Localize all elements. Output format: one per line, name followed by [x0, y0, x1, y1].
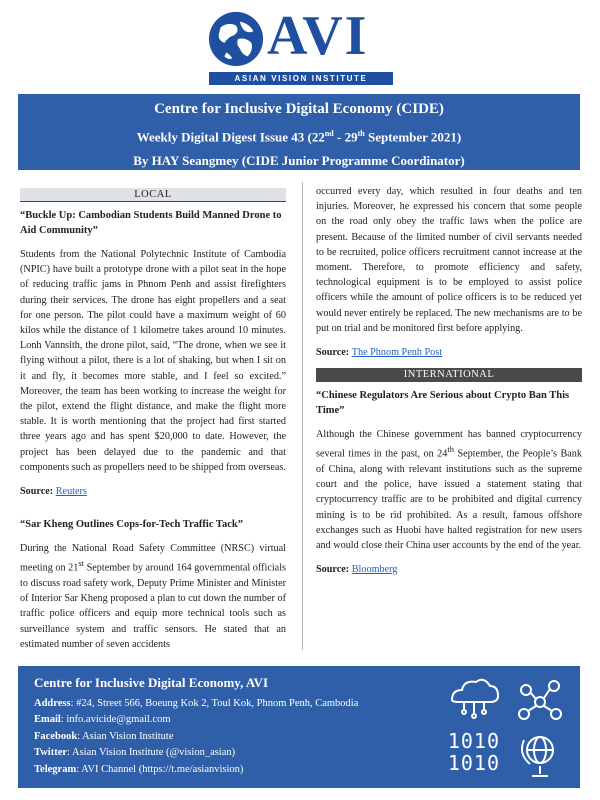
globe-icon	[207, 10, 265, 68]
title-banner	[18, 94, 580, 170]
left-column	[20, 188, 286, 652]
footer-twitter: Twitter: Asian Vision Institute (@vision_asian)	[34, 747, 236, 759]
footer-address: Address: #24, Street 566, Boeung Kok 2, Toul Kok, Phnom Penh, Cambodia	[34, 698, 359, 709]
article-body: Although the Chinese government has banned cryptocurrency several times in the past, on 24th September, the People’s Bank of China, along with relevant institutions such as the supreme court and the police, have issued a statement stating that cryptocurrency traffic are to be prohibited and digital currency mining is to be rid prohibited. As a result, famous offshore exchanges such as Huobi have halted registration for new users and would close their China user accounts by the end of the year.	[316, 429, 582, 552]
avi-logo	[205, 5, 395, 86]
article-headline: “Chinese Regulators Are Serious about Crypto Ban This Time”	[316, 390, 570, 417]
section-local-header: LOCAL	[20, 188, 286, 202]
source-link-phnom-penh-post[interactable]: The Phnom Penh Post	[351, 347, 443, 359]
banner-issue: Weekly Digital Digest Issue 43 (22nd - 29th September 2021)	[136, 129, 462, 145]
footer-facebook: Facebook: Asian Vision Institute	[34, 730, 174, 742]
article-source: Source: The Phnom Penh Post	[316, 347, 443, 359]
section-international-header: INTERNATIONAL	[316, 368, 582, 382]
column-divider	[302, 182, 303, 650]
logo-tagline: ASIAN VISION INSTITUTE	[209, 72, 393, 85]
banner-author: By HAY Seangmey (CIDE Junior Programme Coordinator)	[133, 153, 465, 169]
article-headline: “Sar Kheng Outlines Cops-for-Tech Traffic Tack”	[20, 519, 243, 531]
footer-title: Centre for Inclusive Digital Economy, AVI	[34, 675, 269, 690]
globe-stand-icon	[522, 737, 553, 776]
network-icon	[519, 681, 561, 719]
banner-title: Centre for Inclusive Digital Economy (CIDE)	[154, 101, 444, 117]
binary-icon: 1010 1010	[447, 729, 500, 775]
footer-telegram: Telegram: AVI Channel (https://t.me/asianvision)	[34, 763, 244, 775]
footer-contact	[34, 696, 358, 778]
footer	[18, 666, 580, 788]
article-source: Source: Bloomberg	[316, 564, 398, 576]
source-link-reuters[interactable]: Reuters	[55, 486, 87, 498]
right-column	[316, 184, 582, 577]
cloud-icon	[452, 680, 498, 718]
logo-wordmark: AVI	[267, 5, 369, 67]
article-body-continued: occurred every day, which resulted in four deaths and ten injuries. Moreover, he expressed his concern that some people on the road only obey the traffic laws when the police are present. Because of the limited number of civil servants needed to be recruited, police officers recruitment cannot increase at the moment. Therefore, to promote efficiency and safety, technological equipment is to be employed to assist police officers while the amount of police officers is to be reduced yet would never entirely be replaced. The new mechanisms are to be put on trial and be monitored first before applying.	[316, 186, 582, 334]
footer-email: Email: info.avicide@gmail.com	[34, 714, 171, 726]
article-headline: “Buckle Up: Cambodian Students Build Manned Drone to Aid Community”	[20, 210, 282, 236]
article-body: Students from the National Polytechnic Institute of Cambodia (NPIC) have built a prototype drone with a pilot seat in the hope of reducing traffic jams in Phnom Penh and assist firefighters during their services. The drone has eight propellers and a seat for one person. The pilot could have a maximum weight of 60 kilos while the distance of 1 kilometre takes around 10 minutes. Lonh Vannsith, the drone pilot, said, “The drone, when we see it flying without a pilot, there is a lot of shaking, but when I sit on it and fly, it becomes more stable, and I feel so excited.” Moreover, the team has been working to increase the weight for the pilot, extend the flight distance, and make the flight more stable. It is worth mentioning that the project had first started three years ago and has spent $20,000 to date. However, the project has been delayed due to the pandemic and that components such as propellers need to be shipped from overseas.	[20, 249, 286, 473]
article-source: Source: Reuters	[20, 486, 87, 498]
source-link-bloomberg[interactable]: Bloomberg	[351, 564, 398, 576]
article-body: During the National Road Safety Committee (NRSC) virtual meeting on 21st September by around 164 governmental officials to discuss road safety work, Deputy Prime Minister and Minister of Interior Sar Kheng proposed a plan to cut down the number of traffic police officers and equip more technical tools such as surveillance system and traffic sensors. He stated that an estimated number of seven accidents	[20, 543, 286, 650]
